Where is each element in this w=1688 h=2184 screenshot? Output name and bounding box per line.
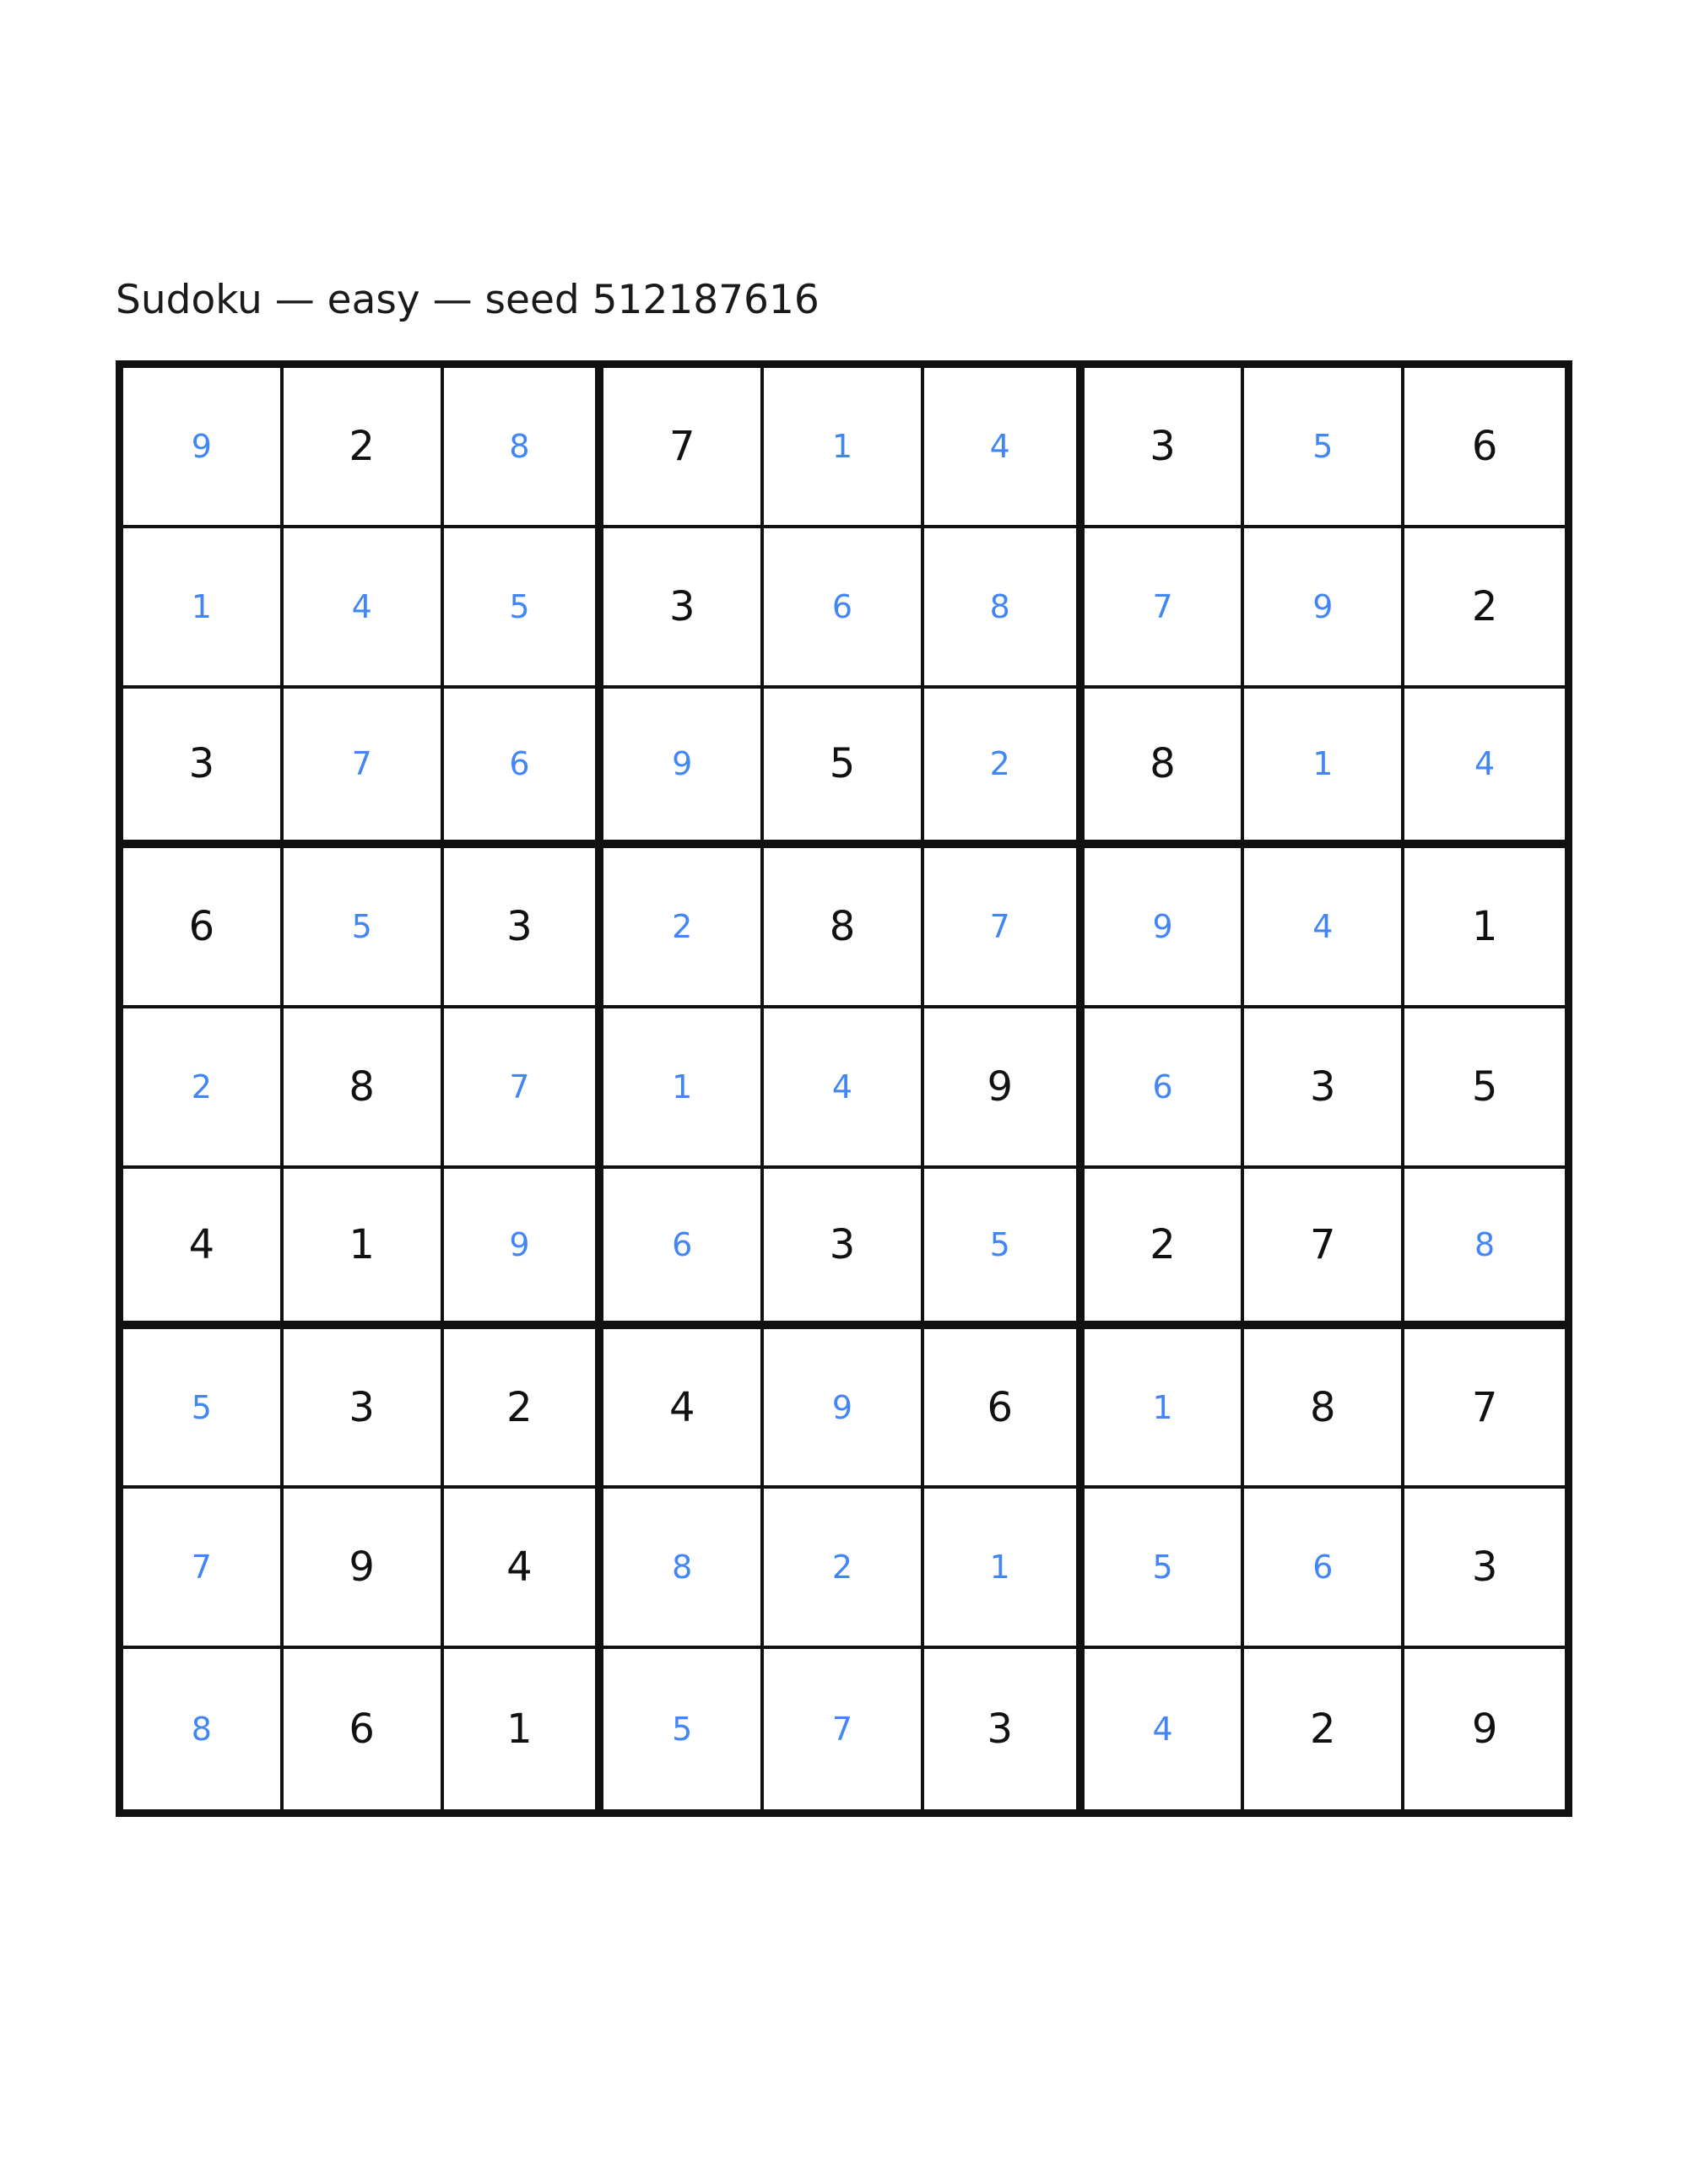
cell-r7c8: 8 <box>1244 1329 1404 1489</box>
cell-r2c6: 8 <box>924 528 1085 689</box>
cell-r6c1: 4 <box>123 1169 284 1329</box>
cell-r6c4: 6 <box>603 1169 764 1329</box>
cell-r2c1: 1 <box>123 528 284 689</box>
cell-r8c5: 2 <box>764 1489 924 1649</box>
cell-r6c7: 2 <box>1085 1169 1245 1329</box>
cell-r4c1: 6 <box>123 848 284 1008</box>
cell-r5c7: 6 <box>1085 1008 1245 1169</box>
cell-r3c5: 5 <box>764 689 924 849</box>
cell-r2c2: 4 <box>284 528 444 689</box>
cell-r6c3: 9 <box>444 1169 604 1329</box>
cell-r9c1: 8 <box>123 1649 284 1809</box>
cell-r9c9: 9 <box>1404 1649 1565 1809</box>
cell-r7c3: 2 <box>444 1329 604 1489</box>
cell-r4c6: 7 <box>924 848 1085 1008</box>
sudoku-grid <box>116 360 1572 1817</box>
cell-r1c6: 4 <box>924 368 1085 528</box>
cell-r7c1: 5 <box>123 1329 284 1489</box>
cell-r3c1: 3 <box>123 689 284 849</box>
cell-r2c8: 9 <box>1244 528 1404 689</box>
cell-r4c2: 5 <box>284 848 444 1008</box>
cell-r3c7: 8 <box>1085 689 1245 849</box>
cell-r4c8: 4 <box>1244 848 1404 1008</box>
cell-r7c6: 6 <box>924 1329 1085 1489</box>
cell-r2c4: 3 <box>603 528 764 689</box>
cell-r5c5: 4 <box>764 1008 924 1169</box>
cell-r1c9: 6 <box>1404 368 1565 528</box>
cell-r6c2: 1 <box>284 1169 444 1329</box>
cell-r4c4: 2 <box>603 848 764 1008</box>
cell-r9c8: 2 <box>1244 1649 1404 1809</box>
cell-r7c5: 9 <box>764 1329 924 1489</box>
cell-r5c4: 1 <box>603 1008 764 1169</box>
cell-r7c2: 3 <box>284 1329 444 1489</box>
cell-r7c9: 7 <box>1404 1329 1565 1489</box>
cell-r2c3: 5 <box>444 528 604 689</box>
cell-r9c7: 4 <box>1085 1649 1245 1809</box>
cell-r4c5: 8 <box>764 848 924 1008</box>
cell-r8c9: 3 <box>1404 1489 1565 1649</box>
cell-r2c5: 6 <box>764 528 924 689</box>
cell-r9c2: 6 <box>284 1649 444 1809</box>
cell-r9c6: 3 <box>924 1649 1085 1809</box>
cell-r4c9: 1 <box>1404 848 1565 1008</box>
cell-r1c8: 5 <box>1244 368 1404 528</box>
cell-r8c3: 4 <box>444 1489 604 1649</box>
cell-r8c6: 1 <box>924 1489 1085 1649</box>
cell-r6c8: 7 <box>1244 1169 1404 1329</box>
cell-r3c9: 4 <box>1404 689 1565 849</box>
cell-r1c5: 1 <box>764 368 924 528</box>
cell-r9c3: 1 <box>444 1649 604 1809</box>
cell-r1c1: 9 <box>123 368 284 528</box>
cell-r4c7: 9 <box>1085 848 1245 1008</box>
cell-r3c8: 1 <box>1244 689 1404 849</box>
cell-r1c4: 7 <box>603 368 764 528</box>
cell-r5c6: 9 <box>924 1008 1085 1169</box>
cell-r3c6: 2 <box>924 689 1085 849</box>
cell-r7c7: 1 <box>1085 1329 1245 1489</box>
cell-r2c9: 2 <box>1404 528 1565 689</box>
cell-r9c5: 7 <box>764 1649 924 1809</box>
cell-r1c7: 3 <box>1085 368 1245 528</box>
cell-r3c3: 6 <box>444 689 604 849</box>
cell-r9c4: 5 <box>603 1649 764 1809</box>
cell-r8c4: 8 <box>603 1489 764 1649</box>
cell-r2c7: 7 <box>1085 528 1245 689</box>
cell-r8c7: 5 <box>1085 1489 1245 1649</box>
cell-r3c2: 7 <box>284 689 444 849</box>
cell-r5c2: 8 <box>284 1008 444 1169</box>
cell-r5c1: 2 <box>123 1008 284 1169</box>
cell-r6c9: 8 <box>1404 1169 1565 1329</box>
cell-r8c2: 9 <box>284 1489 444 1649</box>
cell-r8c1: 7 <box>123 1489 284 1649</box>
cell-r7c4: 4 <box>603 1329 764 1489</box>
cell-r8c8: 6 <box>1244 1489 1404 1649</box>
cell-r1c3: 8 <box>444 368 604 528</box>
page-title: Sudoku — easy — seed 512187616 <box>116 277 820 323</box>
cell-r6c6: 5 <box>924 1169 1085 1329</box>
cell-r3c4: 9 <box>603 689 764 849</box>
cell-r5c9: 5 <box>1404 1008 1565 1169</box>
cell-r5c8: 3 <box>1244 1008 1404 1169</box>
cell-r6c5: 3 <box>764 1169 924 1329</box>
cell-r5c3: 7 <box>444 1008 604 1169</box>
cell-r1c2: 2 <box>284 368 444 528</box>
cell-r4c3: 3 <box>444 848 604 1008</box>
